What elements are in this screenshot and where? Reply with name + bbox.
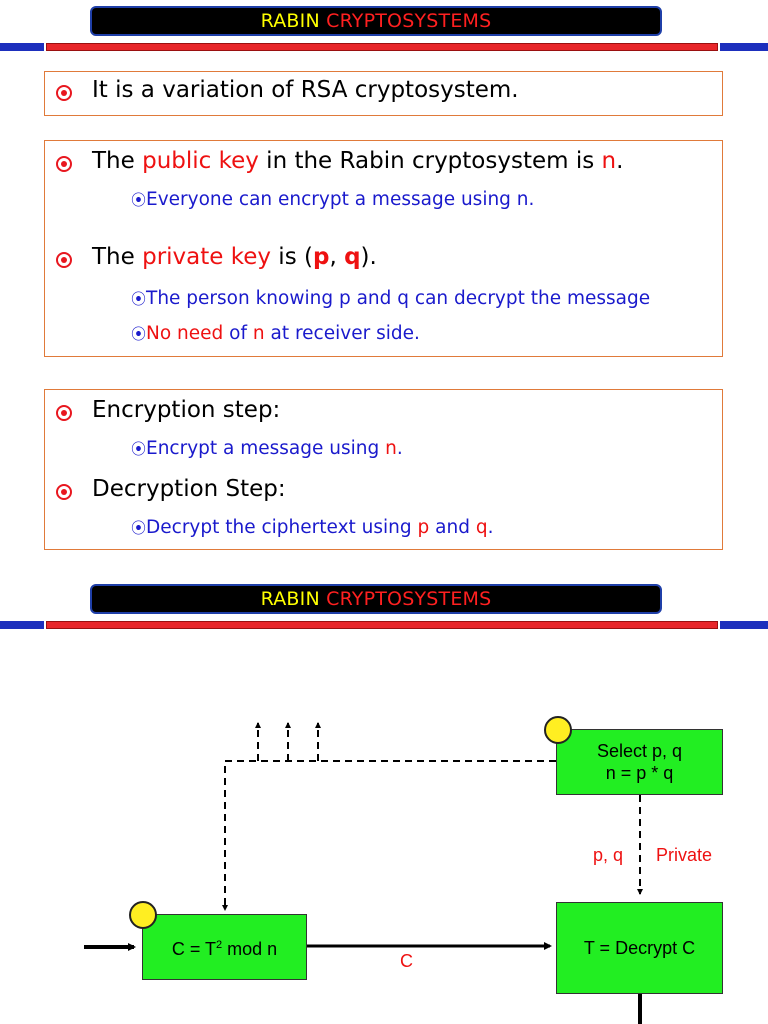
decryption-box: T = Decrypt C <box>556 902 723 994</box>
encryption-step-title: Encryption step: <box>92 397 281 423</box>
sub-bullet-icon: ⦿ <box>131 191 147 209</box>
label-private: Private <box>656 845 713 865</box>
key-generation-dot-icon <box>544 716 572 744</box>
title-part-2: CRYPTOSYSTEMS <box>326 588 492 610</box>
label-pq: p, q <box>593 845 624 865</box>
intro-text: It is a variation of RSA cryptosystem. <box>92 77 519 103</box>
private-key-line: The private key is (p, q). <box>92 244 377 270</box>
private-key-subline-2: ⦿No need of n at receiver side. <box>131 323 420 344</box>
sub-bullet-icon: ⦿ <box>131 325 147 343</box>
sub-bullet-icon: ⦿ <box>131 519 147 537</box>
private-key-subline-1: ⦿The person knowing p and q can decrypt the message <box>131 288 651 309</box>
encryption-dot-icon <box>129 901 157 929</box>
label-ciphertext: C <box>400 951 413 971</box>
decryption-step-title: Decryption Step: <box>92 476 286 502</box>
sub-bullet-icon: ⦿ <box>131 440 147 458</box>
public-key-line: The public key in the Rabin cryptosystem is n. <box>92 148 624 174</box>
title-part-1: RABIN <box>260 10 320 32</box>
public-key-dashed-line <box>225 761 556 910</box>
key-generation-box: Select p, q n = p * q <box>556 729 723 795</box>
title-part-2: CRYPTOSYSTEMS <box>326 10 492 32</box>
sub-bullet-icon: ⦿ <box>131 290 147 308</box>
public-key-subline: ⦿Everyone can encrypt a message using n. <box>131 189 535 210</box>
encryption-step-subline: ⦿Encrypt a message using n. <box>131 438 403 459</box>
title-part-1: RABIN <box>260 588 320 610</box>
encryption-box: $C = T^2$ mod n <box>142 914 307 980</box>
decryption-step-subline: ⦿Decrypt the ciphertext using p and q. <box>131 517 494 538</box>
